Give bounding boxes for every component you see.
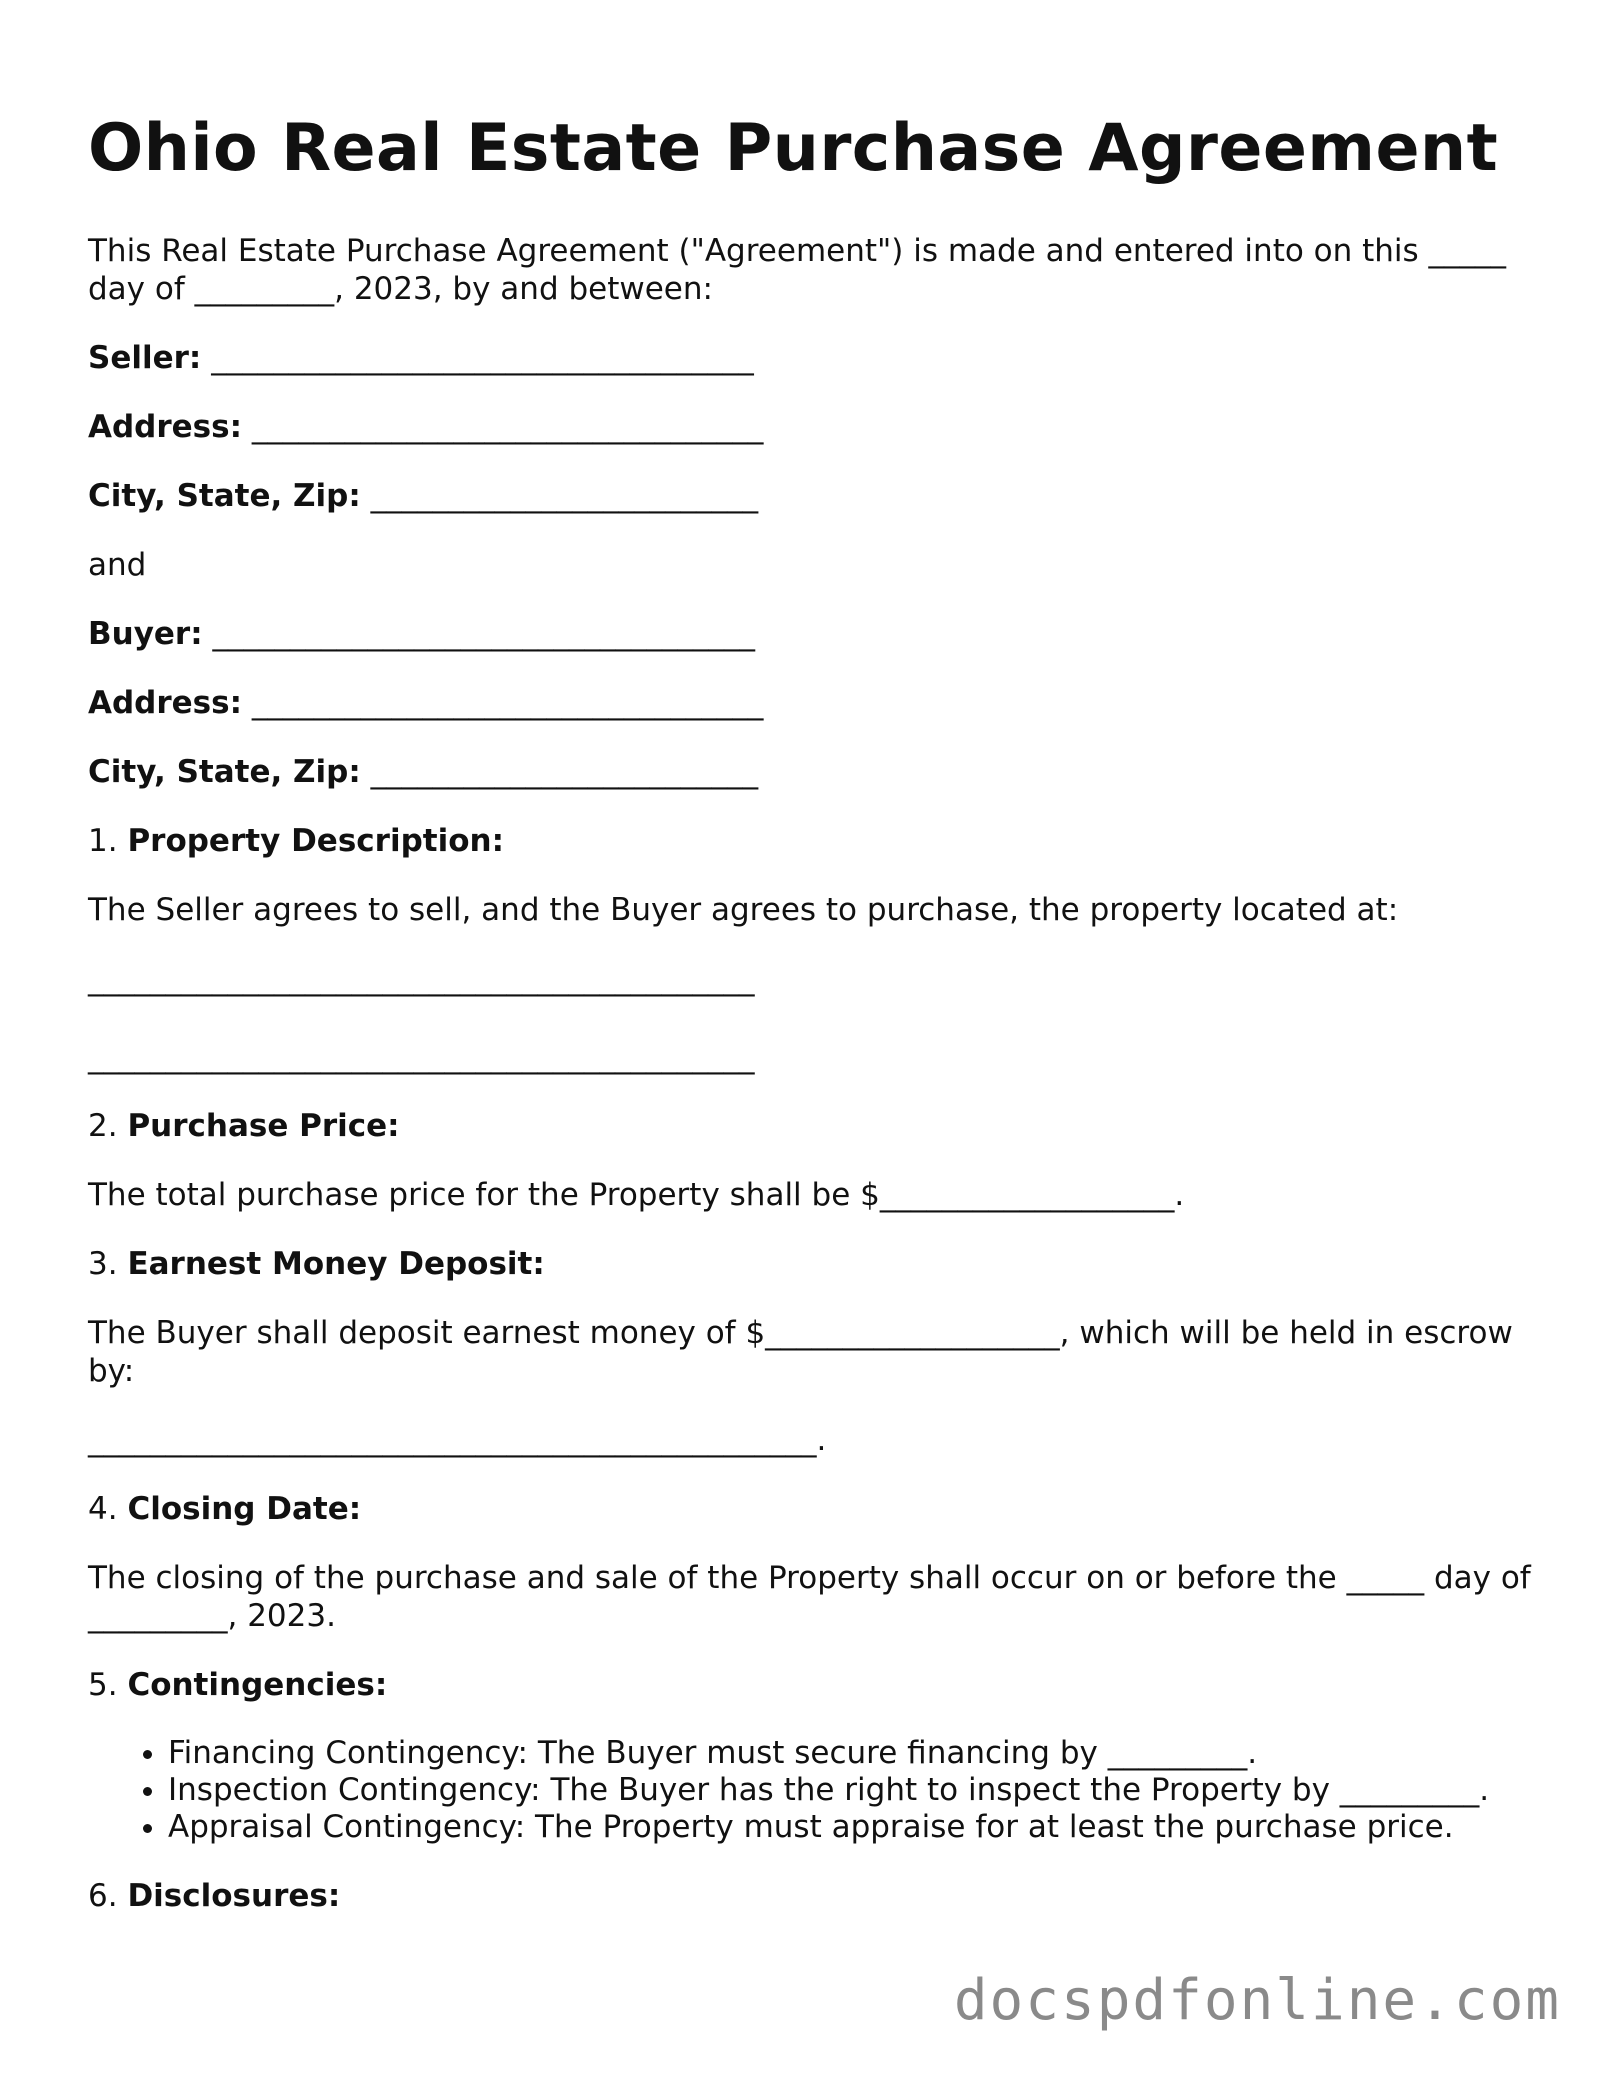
section-6-title: Disclosures: xyxy=(127,1878,341,1914)
list-item: • Inspection Contingency: The Buyer has the right to inspect the Property by _________. xyxy=(168,1772,1538,1809)
section-1-title: Property Description: xyxy=(127,823,504,859)
seller-address-line xyxy=(88,408,1538,446)
section-2-number: 2. xyxy=(88,1108,118,1144)
seller-city-label: City, State, Zip: xyxy=(88,478,361,514)
section-2-title: Purchase Price: xyxy=(127,1108,400,1144)
property-blank-2: ___________________________________________ xyxy=(88,1039,755,1075)
buyer-name-blank: ___________________________________ xyxy=(212,616,755,652)
buyer-address-line xyxy=(88,684,1538,722)
buyer-label: Buyer: xyxy=(88,616,203,652)
seller-address-label: Address: xyxy=(88,409,242,445)
section-6-number: 6. xyxy=(88,1878,118,1914)
section-3-heading xyxy=(88,1245,1538,1283)
and-text: and xyxy=(88,547,147,583)
section-3-title: Earnest Money Deposit: xyxy=(127,1246,545,1282)
section-4-number: 4. xyxy=(88,1491,118,1527)
buyer-name-line xyxy=(88,615,1538,653)
section-4-title: Closing Date: xyxy=(127,1491,362,1527)
section-5-heading xyxy=(88,1666,1538,1704)
watermark: docspdfonline.com xyxy=(953,1968,1561,2033)
contingencies-list xyxy=(88,1735,1538,1846)
section-1-number: 1. xyxy=(88,823,118,859)
seller-city-line xyxy=(88,477,1538,515)
section-6-heading xyxy=(88,1877,1538,1915)
escrow-blank: _______________________________________________. xyxy=(88,1422,827,1458)
section-2-heading xyxy=(88,1107,1538,1145)
buyer-city-blank: _________________________ xyxy=(370,754,759,790)
seller-label: Seller: xyxy=(88,340,202,376)
section-1-heading xyxy=(88,822,1538,860)
buyer-city-line xyxy=(88,753,1538,791)
buyer-city-label: City, State, Zip: xyxy=(88,754,361,790)
section-5-title: Contingencies: xyxy=(127,1667,388,1703)
seller-city-blank: _________________________ xyxy=(370,478,759,514)
section-4-heading xyxy=(88,1490,1538,1528)
intro-paragraph: This Real Estate Purchase Agreement ("Agreement") is made and entered into on this _____ day of _________, 2023, by and between: xyxy=(88,233,1507,307)
document-title: Ohio Real Estate Purchase Agreement xyxy=(88,111,1499,186)
seller-name-line xyxy=(88,339,1538,377)
list-item: • Financing Contingency: The Buyer must secure financing by _________. xyxy=(168,1735,1538,1772)
buyer-address-label: Address: xyxy=(88,685,242,721)
seller-name-blank: ___________________________________ xyxy=(211,340,754,376)
section-5-number: 5. xyxy=(88,1667,118,1703)
section-2-text: The total purchase price for the Property shall be $___________________. xyxy=(88,1177,1185,1213)
seller-address-blank: _________________________________ xyxy=(251,409,764,445)
section-4-text: The closing of the purchase and sale of the Property shall occur on or before the _____ day of _________, 2023. xyxy=(88,1560,1531,1634)
document-page xyxy=(88,110,1538,1946)
buyer-address-blank: _________________________________ xyxy=(251,685,764,721)
section-3-number: 3. xyxy=(88,1246,118,1282)
section-3-text: The Buyer shall deposit earnest money of $___________________, which will be held in escrow by: xyxy=(88,1315,1513,1389)
property-blank-1: ___________________________________________ xyxy=(88,961,755,997)
section-1-text: The Seller agrees to sell, and the Buyer agrees to purchase, the property located at: xyxy=(88,892,1399,928)
list-item: • Appraisal Contingency: The Property must appraise for at least the purchase price. xyxy=(168,1809,1538,1846)
